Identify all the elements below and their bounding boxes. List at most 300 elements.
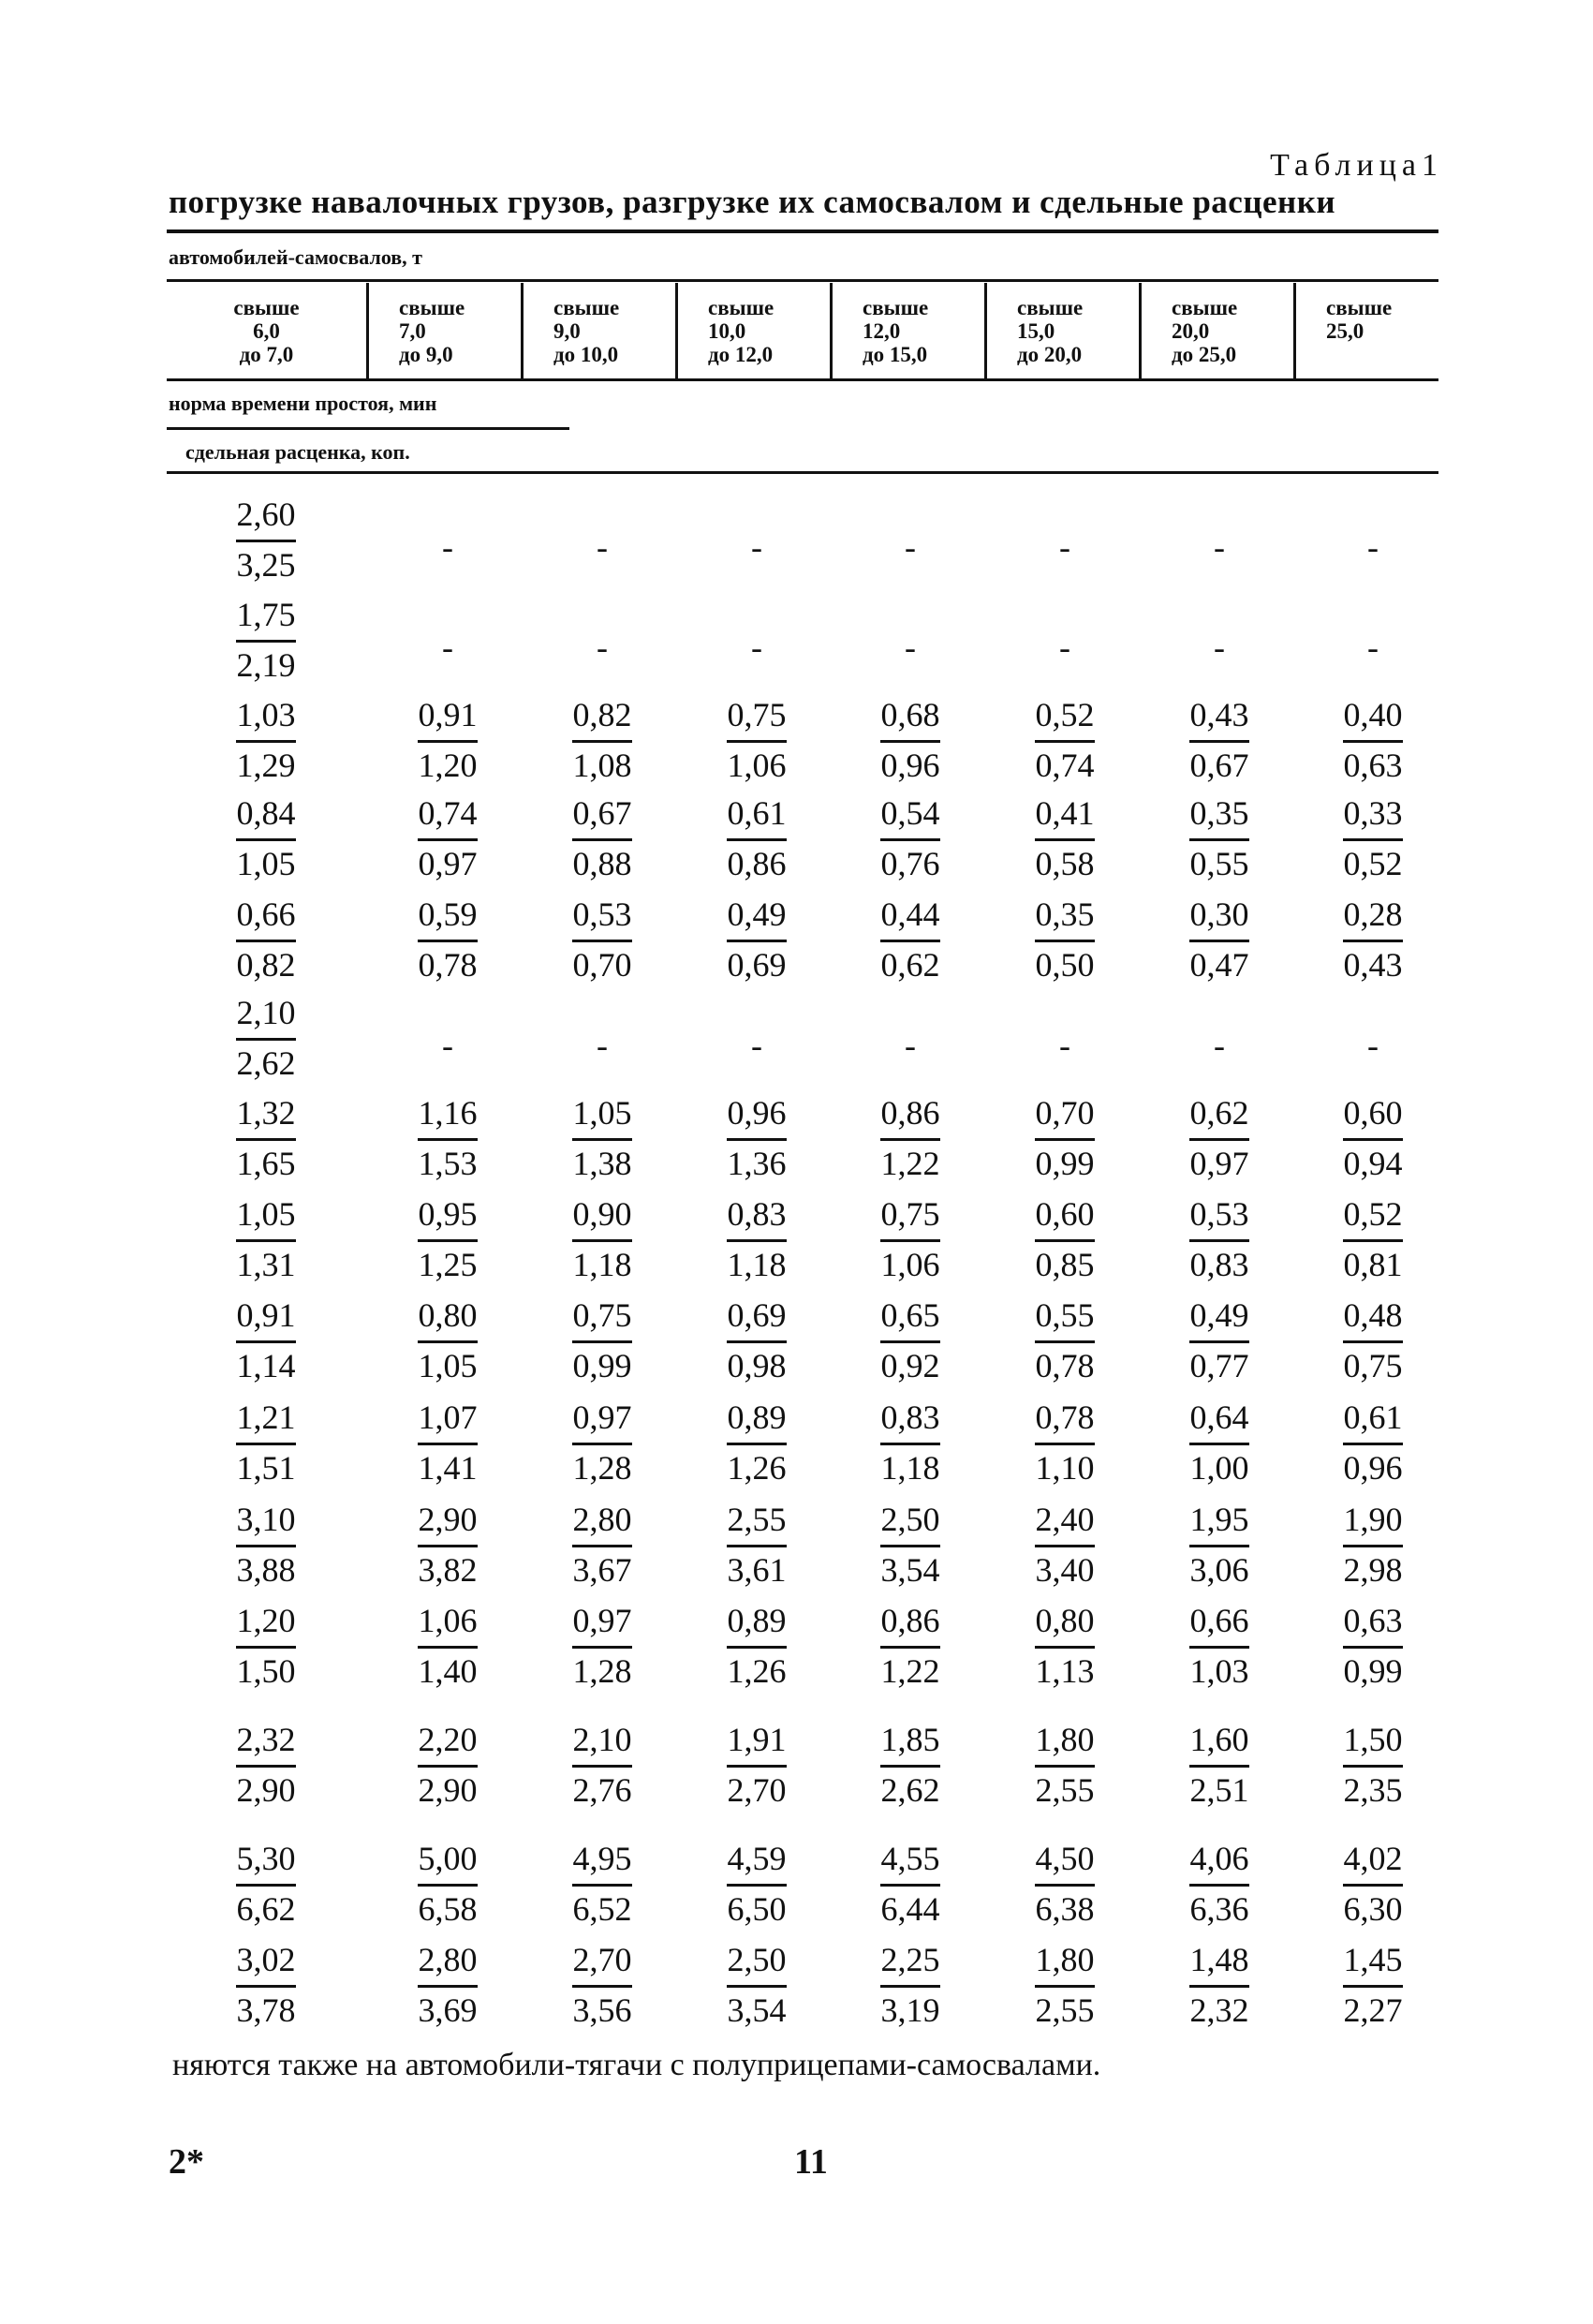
norm-value: 0,55 [1035,1296,1095,1334]
norm-value: 1,50 [1343,1721,1403,1758]
norm-value: 1,90 [1343,1501,1403,1538]
empty-cell-dash: - [597,629,608,666]
norm-value: 0,60 [1035,1195,1095,1233]
table-cell [235,1498,297,1595]
rate-value: 3,82 [418,1551,478,1589]
table-cell [1034,1498,1096,1595]
table-cell [726,1498,788,1595]
column-header-2 [369,283,524,378]
table-cell [1034,1396,1096,1493]
fraction-bar [1035,1138,1095,1141]
rate-value: 3,06 [1189,1551,1249,1589]
fraction-bar [236,1443,296,1445]
norm-value: 2,60 [236,496,296,533]
table-cell [1034,1091,1096,1189]
rate-value: 0,94 [1343,1145,1403,1182]
column-header-line: свыше [863,296,929,319]
table-cell [726,1091,788,1189]
column-header-line: до 15,0 [863,343,928,366]
table-cell [1188,693,1250,791]
norm-value: 0,83 [880,1399,940,1436]
fraction-bar [236,1884,296,1887]
norm-value: 0,91 [418,696,478,733]
rate-value: 0,55 [1189,845,1249,882]
table-title: погрузке навалочных грузов, разгрузке их самосвалом и сдельные расценки [169,184,1336,220]
norm-value: 1,03 [236,696,296,733]
norm-value: 0,48 [1343,1296,1403,1334]
column-header-line: до 9,0 [399,343,453,366]
table-cell [235,1837,297,1934]
empty-cell-dash: - [597,528,608,566]
rate-value: 1,05 [236,845,296,882]
norm-value: 2,32 [236,1721,296,1758]
fraction-bar [572,1239,632,1242]
rate-value: 3,78 [236,1991,296,2029]
table-cell [417,792,479,889]
fraction-bar [1035,1765,1095,1768]
rate-value: 0,52 [1343,845,1403,882]
table-label: Таблица1 [1270,148,1443,183]
rate-value: 1,31 [236,1246,296,1283]
rate-value: 2,76 [572,1771,632,1809]
empty-cell-dash: - [1214,629,1225,666]
norm-value: 0,86 [880,1602,940,1639]
norm-value: 2,50 [880,1501,940,1538]
fraction-bar [236,1340,296,1343]
fraction-bar [1343,1765,1403,1768]
fraction-bar [1189,1340,1249,1343]
rate-value: 2,35 [1343,1771,1403,1809]
fraction-bar [1035,1646,1095,1649]
norm-value: 0,35 [1035,896,1095,933]
table-cell [571,1837,633,1934]
column-header-line: свыше [1326,296,1393,319]
rate-value: 1,20 [418,747,478,784]
fraction-bar [236,1138,296,1141]
table-cell [235,1599,297,1696]
table-cell [1342,1294,1404,1391]
rate-value: 0,99 [572,1347,632,1384]
table-cell [235,593,297,690]
norm-value: 0,91 [236,1296,296,1334]
fraction-bar [1189,1443,1249,1445]
rate-value: 1,00 [1189,1449,1249,1487]
rate-value: 2,32 [1189,1991,1249,2029]
fraction-bar [572,1545,632,1547]
empty-cell-dash: - [905,629,916,666]
fraction-bar [1035,1884,1095,1887]
table-cell [726,693,788,791]
norm-value: 1,21 [236,1399,296,1436]
norm-value: 2,10 [572,1721,632,1758]
norm-value: 0,84 [236,794,296,832]
column-header-line: до 25,0 [1172,343,1237,366]
fraction-bar [236,540,296,542]
fraction-bar [572,838,632,841]
empty-cell-dash: - [1214,1027,1225,1064]
fraction-bar [418,1985,478,1988]
fraction-bar [880,1646,940,1649]
table-cell [417,1718,479,1815]
table-cell [1342,1091,1404,1189]
norm-value: 0,74 [418,794,478,832]
column-header-5 [833,283,987,378]
table-cell [571,1718,633,1815]
table-cell [726,1192,788,1290]
norm-value: 0,30 [1189,896,1249,933]
fraction-bar [1035,1239,1095,1242]
table-cell [235,493,297,590]
norm-value: 0,52 [1035,696,1095,733]
norm-value: 0,75 [572,1296,632,1334]
norm-value: 2,80 [418,1941,478,1978]
rate-value: 3,40 [1035,1551,1095,1589]
rate-value: 1,41 [418,1449,478,1487]
rate-value: 1,18 [880,1449,940,1487]
norm-value: 0,75 [727,696,787,733]
table-cell [1342,792,1404,889]
empty-cell-dash: - [442,629,453,666]
table-cell [1342,1192,1404,1290]
fraction-bar [1343,1545,1403,1547]
norm-value: 0,59 [418,896,478,933]
fraction-bar [727,1545,787,1547]
rate-value: 1,13 [1035,1652,1095,1690]
column-header-line: свыше [233,296,300,319]
fraction-bar [1035,838,1095,841]
rate-value: 2,90 [236,1771,296,1809]
norm-value: 0,80 [1035,1602,1095,1639]
fraction-bar [572,1340,632,1343]
empty-cell-dash: - [905,528,916,566]
rate-value: 0,85 [1035,1246,1095,1283]
table-cell [1342,893,1404,990]
table-cell [1188,1938,1250,2035]
fraction-bar [1035,1443,1095,1445]
empty-cell-dash: - [1367,1027,1379,1064]
norm-value: 0,63 [1343,1602,1403,1639]
rate-value: 1,38 [572,1145,632,1182]
norm-value: 1,05 [236,1195,296,1233]
rate-value: 1,08 [572,747,632,784]
norm-value: 1,07 [418,1399,478,1436]
norm-value: 0,82 [572,696,632,733]
norm-value: 0,33 [1343,794,1403,832]
norm-value: 0,62 [1189,1094,1249,1132]
column-header-line: 9,0 [553,319,581,343]
rate-value: 1,06 [727,747,787,784]
table-cell [1034,792,1096,889]
rate-value: 3,67 [572,1551,632,1589]
norm-value: 1,06 [418,1602,478,1639]
rate-value: 2,19 [236,646,296,684]
rate-value: 0,74 [1035,747,1095,784]
rate-value: 3,61 [727,1551,787,1589]
norm-value: 0,64 [1189,1399,1249,1436]
norm-value: 0,68 [880,696,940,733]
table-cell [879,1837,941,1934]
column-header-line: до 20,0 [1017,343,1083,366]
column-header-line: до 7,0 [239,343,294,366]
norm-value: 0,65 [880,1296,940,1334]
table-cell [417,1498,479,1595]
rate-value: 1,51 [236,1449,296,1487]
rate-value: 0,47 [1189,946,1249,984]
norm-value: 1,95 [1189,1501,1249,1538]
table-cell [1188,1837,1250,1934]
norm-value: 0,90 [572,1195,632,1233]
column-header-line: свыше [553,296,620,319]
rate-value: 0,83 [1189,1246,1249,1283]
norm-value: 1,91 [727,1721,787,1758]
table-cell [1034,693,1096,791]
table-cell [417,1396,479,1493]
fraction-bar [880,1138,940,1141]
fraction-bar [1343,1646,1403,1649]
norm-value: 3,02 [236,1941,296,1978]
fraction-bar [1189,940,1249,942]
fraction-bar [418,1138,478,1141]
fraction-bar [236,1038,296,1041]
rate-value: 0,88 [572,845,632,882]
column-header-line: свыше [1172,296,1238,319]
table-cell [1034,1718,1096,1815]
norm-value: 0,80 [418,1296,478,1334]
norm-value: 0,40 [1343,696,1403,733]
norm-value: 0,69 [727,1296,787,1334]
rate-value: 0,81 [1343,1246,1403,1283]
table-cell [1188,1599,1250,1696]
table-cell [235,1938,297,2035]
column-header-4 [678,283,833,378]
rate-value: 0,86 [727,845,787,882]
fraction-bar [572,1646,632,1649]
norm-value: 0,53 [1189,1195,1249,1233]
fraction-bar [236,740,296,743]
table-cell [879,1192,941,1290]
rate-value: 6,36 [1189,1890,1249,1928]
signature-mark: 2* [169,2142,204,2182]
fraction-bar [1035,1985,1095,1988]
title-rule [167,229,1438,233]
rate-value: 1,22 [880,1652,940,1690]
fraction-bar [1343,1239,1403,1242]
norm-value: 2,20 [418,1721,478,1758]
fraction-bar [727,838,787,841]
norm-value: 0,44 [880,896,940,933]
fraction-bar [572,1985,632,1988]
column-header-line: 7,0 [399,319,426,343]
rate-value: 3,69 [418,1991,478,2029]
norm-value: 0,53 [572,896,632,933]
fraction-bar [880,1443,940,1445]
norm-value: 4,55 [880,1840,940,1877]
norm-value: 0,54 [880,794,940,832]
fraction-bar [880,838,940,841]
table-cell [417,1938,479,2035]
rate-value: 2,70 [727,1771,787,1809]
empty-cell-dash: - [751,1027,762,1064]
norm-value: 1,80 [1035,1721,1095,1758]
table-cell [1342,1837,1404,1934]
table-cell [1342,1938,1404,2035]
rate-value: 1,36 [727,1145,787,1182]
table-cell [1034,1599,1096,1696]
norm-value: 0,66 [236,896,296,933]
empty-cell-dash: - [1214,528,1225,566]
rate-value: 6,58 [418,1890,478,1928]
empty-cell-dash: - [751,629,762,666]
rate-value: 0,76 [880,845,940,882]
rate-value: 1,50 [236,1652,296,1690]
norm-value: 0,97 [572,1602,632,1639]
table-cell [1034,1192,1096,1290]
fraction-bar [1343,838,1403,841]
norm-value: 2,50 [727,1941,787,1978]
fraction-bar [1035,1340,1095,1343]
norm-rule [167,427,569,430]
table-cell [726,1837,788,1934]
norm-value: 4,59 [727,1840,787,1877]
norm-value: 0,61 [1343,1399,1403,1436]
table-cell [1034,1294,1096,1391]
table-cell [1188,792,1250,889]
table-cell [235,1294,297,1391]
fraction-bar [727,940,787,942]
table-cell [235,1396,297,1493]
fraction-bar [236,838,296,841]
fraction-bar [1035,1545,1095,1547]
column-header-1 [167,283,369,378]
rate-value: 0,96 [1343,1449,1403,1487]
footnote: няются также на автомобили-тягачи с полуприцепами-самосвалами. [172,2048,1101,2082]
rate-value: 0,75 [1343,1347,1403,1384]
norm-value: 1,20 [236,1602,296,1639]
table-cell [879,693,941,791]
table-cell [417,1294,479,1391]
rate-value: 0,97 [418,845,478,882]
norm-value: 0,97 [572,1399,632,1436]
norm-value: 0,96 [727,1094,787,1132]
rate-value: 2,55 [1035,1771,1095,1809]
rate-value: 0,70 [572,946,632,984]
table-cell [571,1599,633,1696]
table-cell [1188,1091,1250,1189]
fraction-bar [727,1985,787,1988]
rate-value: 1,65 [236,1145,296,1182]
fraction-bar [727,1646,787,1649]
norm-value: 0,41 [1035,794,1095,832]
empty-cell-dash: - [1367,629,1379,666]
rate-value: 0,99 [1035,1145,1095,1182]
column-header-line: до 10,0 [553,343,619,366]
fraction-bar [880,1340,940,1343]
rate-value: 3,54 [727,1991,787,2029]
rate-value: 1,18 [572,1246,632,1283]
rate-value: 1,26 [727,1449,787,1487]
fraction-bar [1189,1138,1249,1141]
fraction-bar [880,740,940,743]
column-header-3 [524,283,678,378]
fraction-bar [418,1340,478,1343]
rate-value: 6,62 [236,1890,296,1928]
fraction-bar [572,740,632,743]
fraction-bar [880,1239,940,1242]
table-cell [879,1599,941,1696]
column-header-line: 12,0 [863,319,901,343]
norm-value: 5,30 [236,1840,296,1877]
norm-value: 4,06 [1189,1840,1249,1877]
fraction-bar [572,1138,632,1141]
rate-value: 3,54 [880,1551,940,1589]
rate-value: 1,14 [236,1347,296,1384]
table-cell [417,1192,479,1290]
table-cell [235,1192,297,1290]
rate-value: 0,97 [1189,1145,1249,1182]
fraction-bar [1343,1443,1403,1445]
norm-value: 1,75 [236,596,296,633]
fraction-bar [727,1340,787,1343]
fraction-bar [1189,1545,1249,1547]
norm-value: 0,89 [727,1602,787,1639]
rate-value: 1,10 [1035,1449,1095,1487]
table-cell [1034,1837,1096,1934]
rate-value: 1,25 [418,1246,478,1283]
table-cell [571,1091,633,1189]
fraction-bar [1035,740,1095,743]
fraction-bar [236,1765,296,1768]
fraction-bar [1189,740,1249,743]
table-cell [726,1396,788,1493]
fraction-bar [418,1239,478,1242]
norm-value: 0,60 [1343,1094,1403,1132]
table-cell [1342,1498,1404,1595]
fraction-bar [1343,1985,1403,1988]
table-cell [1188,1192,1250,1290]
table-cell [879,792,941,889]
norm-value: 4,95 [572,1840,632,1877]
fraction-bar [572,940,632,942]
norm-value: 2,40 [1035,1501,1095,1538]
fraction-bar [236,940,296,942]
table-cell [417,1091,479,1189]
table-cell [879,1498,941,1595]
rate-value: 1,06 [880,1246,940,1283]
fraction-bar [727,1138,787,1141]
rate-value: 1,28 [572,1652,632,1690]
rate-value: 1,22 [880,1145,940,1182]
rate-value: 3,88 [236,1551,296,1589]
empty-cell-dash: - [905,1027,916,1064]
norm-value: 0,78 [1035,1399,1095,1436]
rate-value: 0,67 [1189,747,1249,784]
rate-value: 6,44 [880,1890,940,1928]
table-cell [879,1938,941,2035]
rate-value: 2,51 [1189,1771,1249,1809]
fraction-bar [880,1545,940,1547]
norm-value: 0,49 [727,896,787,933]
rate-value: 2,62 [236,1044,296,1082]
fraction-bar [418,740,478,743]
norm-value: 0,83 [727,1195,787,1233]
fraction-bar [236,1985,296,1988]
table-cell [571,1294,633,1391]
norm-value: 2,70 [572,1941,632,1978]
table-cell [1188,1718,1250,1815]
table-cell [571,792,633,889]
norm-value: 0,66 [1189,1602,1249,1639]
norm-value: 2,10 [236,994,296,1031]
